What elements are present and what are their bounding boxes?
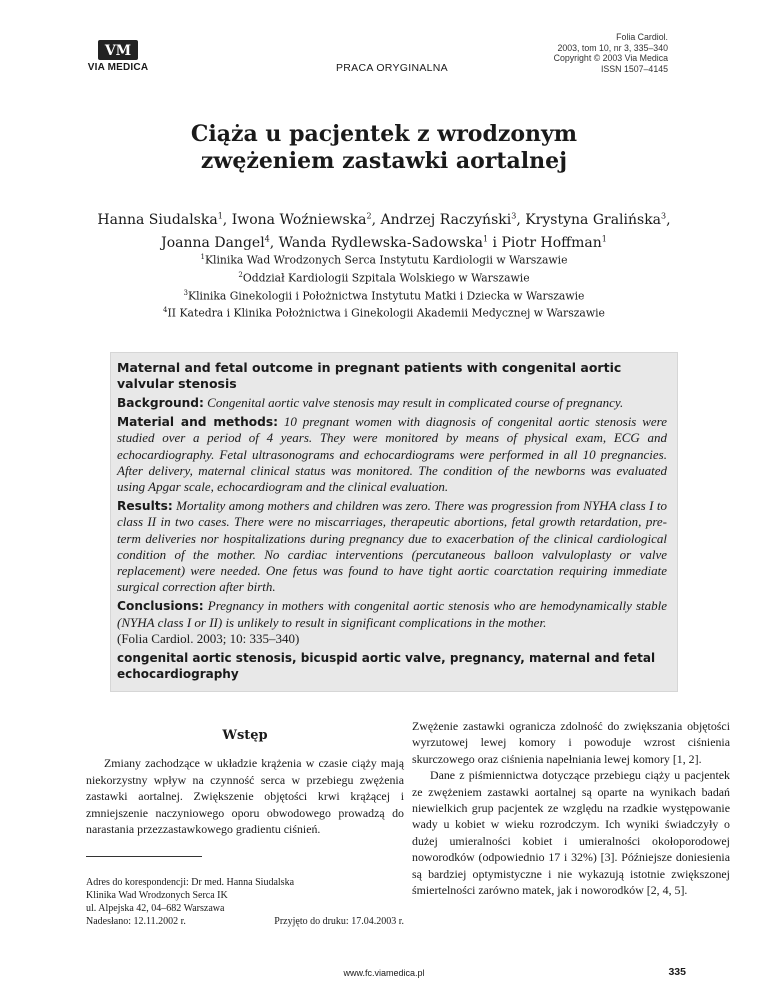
title-line: zwężeniem zastawki aortalnej bbox=[200, 148, 568, 174]
abstract-conclusions: Conclusions: Pregnancy in mothers with congenital aortic stenosis who are hemodynamically stable (NYHA class I or II) is unlikely to result in significant complications in the mother. (Folia Cardiol. 2003; 10: 335–340) bbox=[117, 598, 668, 646]
accepted-date: Przyjęto do druku: 17.04.2003 r. bbox=[274, 916, 404, 928]
received-date: Nadesłano: 12.11.2002 r. bbox=[86, 916, 186, 928]
body-paragraph: Dane z piśmiennictwa dotyczące przebiegu ciąży u pacjentek ze zwężeniem zastawki aortalnej są oparte na wynikach badań niewielkich grup pacjentek ze względu na rzadkie występowanie wady u kobiet w wieku rozrodczym. Ich wyniki świadczyły o dużej umieralności kobiet i umieralności okołoporodowej noworodków (odpowiednio 17 i 32%) [3]. Późniejsze doniesienia są bardziej optymistyczne i nie wykazują istotnie zwiększonej śmiertelności zarówno matek, jak i noworodków [2, 4, 5]. bbox=[412, 768, 730, 898]
article-title bbox=[0, 121, 768, 175]
body-paragraph: Zwężenie zastawki ogranicza zdolność do zwiększania objętości wyrzutowej lewej komory i powoduje wzrost ciśnienia skurczowego oraz ciśnienia napełniania lewej komory [1, 2]. bbox=[412, 719, 730, 766]
author: Joanna Dangel$^4$, bbox=[161, 234, 279, 252]
author: Krystyna Gralińska$^3$, bbox=[525, 211, 671, 228]
journal-line: ISSN 1507–4145 bbox=[600, 63, 668, 74]
keywords: congenital aortic stenosis, bicuspid aortic valve, pregnancy, maternal and fetal echocardiography bbox=[117, 651, 656, 682]
right-column bbox=[412, 718, 730, 898]
author: Andrzej Raczyński$^3$, bbox=[380, 211, 526, 228]
abstract-box bbox=[110, 352, 678, 692]
via-medica-logo-icon bbox=[98, 40, 138, 60]
left-column bbox=[86, 728, 404, 837]
corr-line: ul. Alpejska 42, 04–682 Warszawa bbox=[86, 903, 225, 915]
citation: (Folia Cardiol. 2003; 10: 335–340) bbox=[117, 630, 300, 646]
corr-line: Klinika Wad Wrodzonych Serca IK bbox=[86, 890, 228, 902]
affiliation: $^3$Klinika Ginekologii i Położnictwa Instytutu Matki i Dziecka w Warszawie bbox=[183, 288, 585, 303]
journal-line: Folia Cardiol. bbox=[616, 32, 668, 42]
journal-info bbox=[554, 32, 668, 74]
section-heading-intro: Wstęp bbox=[222, 728, 268, 743]
author: Wanda Rydlewska-Sadowska$^1$ i bbox=[278, 234, 502, 252]
author: Piotr Hoffman$^1$ bbox=[501, 234, 607, 252]
publisher-logo bbox=[78, 40, 158, 73]
author: Iwona Woźniewska$^2$, bbox=[231, 211, 381, 228]
corr-line: Adres do korespondencji: Dr med. Hanna Siudalska bbox=[86, 877, 295, 888]
correspondence-footnote bbox=[86, 876, 404, 928]
page-number: 335 bbox=[668, 966, 686, 978]
affiliation-list bbox=[0, 250, 768, 321]
affiliation: $^4$II Katedra i Klinika Położnictwa i Ginekologii Akademii Medycznej w Warszawie bbox=[163, 306, 605, 320]
corr-dates bbox=[86, 915, 404, 928]
journal-line: Copyright © 2003 Via Medica bbox=[553, 53, 668, 63]
abstract-results: Results: Mortality among mothers and children was zero. There was progression from NYHA class I to class II in two cases. There were no miscarriages, therapeutic abortions, fetal growth retardation, pre-term deliveries nor hospitalizations during pregnancy due to exacerbation of the clinical cardiological condition of the mother. No cardiac interventions (percutaneous balloon valvuloplasty or valve replacement) were needed. One fetus was found to have tight aortic coarctation requiring immediate surgical correction after birth. bbox=[117, 498, 668, 595]
affiliation: $^2$Oddział Kardiologii Szpitala Wolskiego w Warszawie bbox=[238, 270, 530, 285]
affiliation: $^1$Klinika Wad Wrodzonych Serca Instytutu Kardiologii w Warszawie bbox=[200, 253, 568, 267]
section-label: PRACA ORYGINALNA bbox=[336, 62, 448, 74]
publisher-name: VIA MEDICA bbox=[87, 62, 149, 73]
author: Hanna Siudalska$^1$, bbox=[97, 211, 232, 228]
body-paragraph: Zmiany zachodzące w układzie krążenia w czasie ciąży mają niekorzystny wpływ na czynność serca w przebiegu zwężenia zastawki aortalnej. Zwiększenie objętości krwi krążącej i zmniejszenie naczyniowego oporu obwodowego prowadzą do narastania przezzastawkowego gradientu ciśnień. bbox=[86, 756, 404, 837]
logo-letters: VM bbox=[104, 43, 132, 59]
abstract-methods: Material and methods: 10 pregnant women with diagnosis of congenital aortic stenosis were studied over a period of 4 years. They were monitored by means of physical exam, ECG and echocardiography. Fetal ultrasonograms and echocardiograms were performed in all 10 pregnancies. After delivery, maternal clinical status was monitored. The condition of the newborns was evaluated using Apgar scale, echocardiogram and the clinical evaluation. bbox=[117, 414, 667, 495]
journal-line: 2003, tom 10, nr 3, 335–340 bbox=[557, 42, 668, 53]
author-list bbox=[0, 206, 768, 253]
footnote-divider bbox=[86, 856, 202, 857]
abstract-title: Maternal and fetal outcome in pregnant patients with congenital aortic valvular stenosis bbox=[117, 360, 622, 391]
footer-url: www.fc.viamedica.pl bbox=[343, 968, 425, 978]
title-line: Ciąża u pacjentek z wrodzonym bbox=[190, 121, 578, 147]
abstract-background: Background: Congenital aortic valve stenosis may result in complicated course of pregnancy. bbox=[117, 395, 624, 410]
